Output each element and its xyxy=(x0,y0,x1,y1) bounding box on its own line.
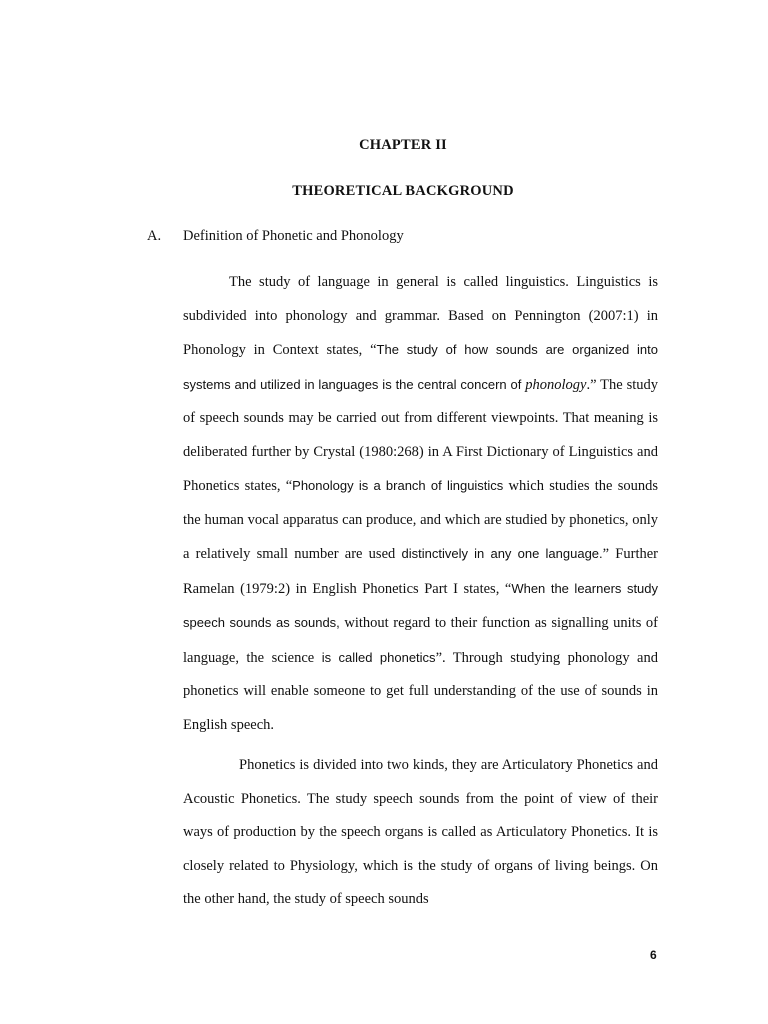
p1-text-segment-4: ” Further Ramelan (1979:2) in English Phonetics Part I states, “ xyxy=(183,546,658,597)
p1-quote-ramelan-end: is called phonetics xyxy=(321,649,436,665)
p1-quote-pennington: The study of how sounds are organized into systems and utilized in languages is the central concern of xyxy=(183,342,658,392)
p1-italic-phonology: phonology xyxy=(525,376,587,393)
p1-quote-crystal-end: distinctively in any one language. xyxy=(401,546,603,561)
chapter-heading: CHAPTER II xyxy=(359,137,447,153)
page-number: 6 xyxy=(650,948,657,962)
p1-text-segment-3: which studies the sounds the human vocal apparatus can produce, and which are studied by phonetics, only a relatively small number are used xyxy=(183,478,658,562)
p1-text-segment-2: .” The study of speech sounds may be carried out from different viewpoints. That meaning is deliberated further by Crystal (1980:268) in A First Dictionary of Linguistics and Phonetics states, “ xyxy=(183,376,659,494)
chapter-title: THEORETICAL BACKGROUND xyxy=(292,183,514,199)
paragraph-1 xyxy=(183,266,658,742)
paragraph-2 xyxy=(183,749,658,917)
paragraph-2-text: Phonetics is divided into two kinds, they are Articulatory Phonetics and Acoustic Phonetics. The study speech sounds from the point of view of their ways of production by the speech organs is called as Articulatory Phonetics. It is closely related to Physiology, which is the study of organs of living beings. On the other hand, the study of speech sounds xyxy=(183,757,658,907)
p1-text-segment-5: without regard to their function as signalling units of language, the science xyxy=(183,615,658,666)
p1-text-segment-1: The study of language in general is called linguistics. Linguistics is subdivided into phonology and grammar. Based on Pennington (2007:1) in Phonology in Context states, “ xyxy=(183,274,658,358)
p1-quote-ramelan: When the learners study speech sounds as sounds, xyxy=(183,580,659,630)
paragraph-1-text xyxy=(183,266,658,742)
section-title: Definition of Phonetic and Phonology xyxy=(183,228,404,244)
p1-quote-crystal: Phonology is a branch of linguistics xyxy=(292,478,504,493)
p1-text-segment-6: ”. Through studying phonology and phonetics will enable someone to get full understanding of the use of sounds in English speech. xyxy=(183,649,658,733)
section-marker: A. xyxy=(147,228,162,244)
